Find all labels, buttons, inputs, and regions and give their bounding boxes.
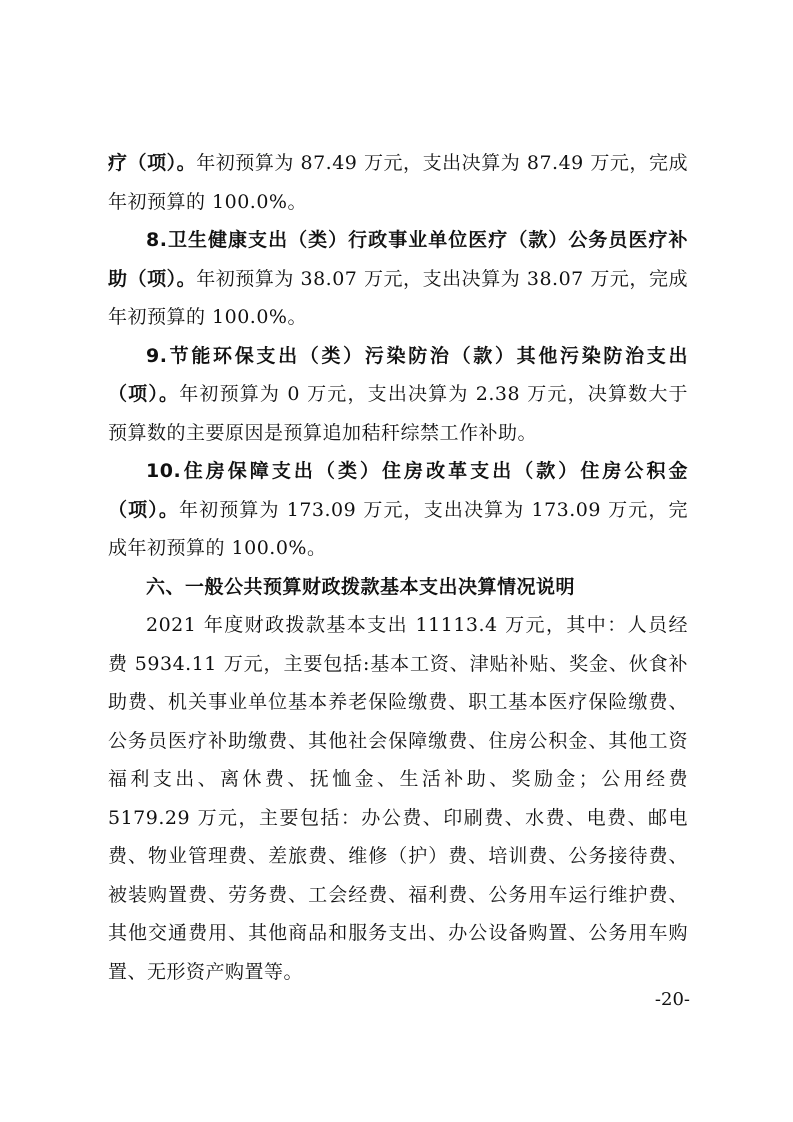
paragraph-text: 年初预算为 0 万元，支出决算为 2.38 万元，决算数大于预算数的主要原因是预算追加秸秆综禁工作补助。: [108, 383, 688, 444]
page-number: -20-: [654, 989, 690, 1010]
paragraph-item-9: [108, 337, 688, 453]
paragraph-item-7-continued: [108, 144, 688, 221]
paragraph-bold-lead: 10.住房保障支出（类）住房改革支出（款）住房公积金（项）。: [108, 460, 688, 521]
paragraph-text: 年初预算为 87.49 万元，支出决算为 87.49 万元，完成年初预算的 100.0%。: [108, 152, 688, 213]
paragraph-bold-lead: 9.节能环保支出（类）污染防治（款）其他污染防治支出（项）。: [108, 344, 688, 405]
section-heading: 六、一般公共预算财政拨款基本支出决算情况说明: [146, 575, 576, 598]
paragraph-bold-lead: 疗（项）。: [108, 152, 197, 174]
paragraph-item-8: [108, 221, 688, 337]
paragraph-item-10: [108, 452, 688, 568]
section-body-paragraph: 2021 年度财政拨款基本支出 11113.4 万元，其中：人员经费 5934.11 万元，主要包括:基本工资、津贴补贴、奖金、伙食补助费、机关事业单位基本养老保险缴费、职工基本医疗保险缴费、公务员医疗补助缴费、其他社会保障缴费、住房公积金、其他工资福利支出、离休费、抚恤金、生活补助、奖励金；公用经费 5179.29 万元，主要包括：办公费、印刷费、水费、电费、邮电费、物业管理费、差旅费、维修（护）费、培训费、公务接待费、被装购置费、劳务费、工会经费、福利费、公务用车运行维护费、其他交通费用、其他商品和服务支出、办公设备购置、公务用车购置、无形资产购置等。: [108, 614, 688, 983]
paragraph-text: 年初预算为 173.09 万元，支出决算为 173.09 万元，完成年初预算的 100.0%。: [108, 498, 688, 559]
paragraph-bold-lead: 8.卫生健康支出（类）行政事业单位医疗（款）公务员医疗补助（项）。: [108, 229, 688, 290]
paragraph-text: 年初预算为 38.07 万元，支出决算为 38.07 万元，完成年初预算的 100.0%。: [108, 267, 688, 328]
document-body: [108, 144, 688, 991]
